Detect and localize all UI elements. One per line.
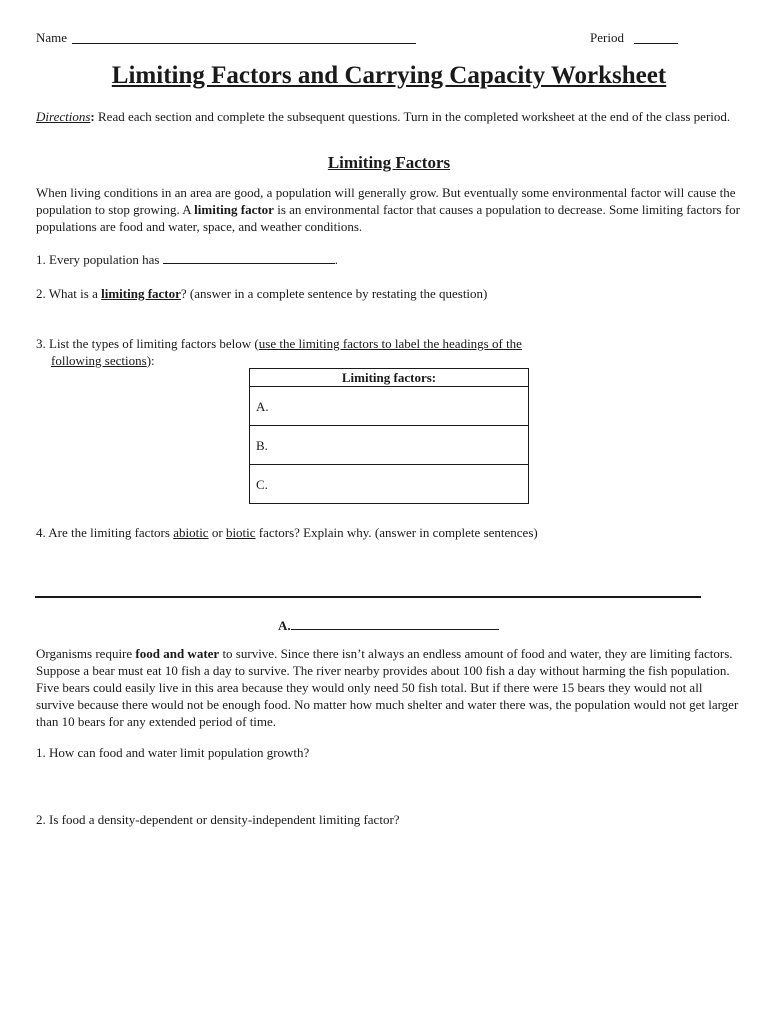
- table-row-c[interactable]: C.: [250, 465, 529, 504]
- name-blank[interactable]: [72, 31, 416, 44]
- section-heading: Limiting Factors: [327, 153, 451, 172]
- food-bold-term: food and water: [135, 646, 220, 661]
- q1-text: 1. Every population has: [36, 252, 163, 267]
- q3-text-2: ):: [146, 353, 155, 368]
- table-row-a[interactable]: A.: [250, 387, 529, 426]
- question-2: [36, 285, 741, 302]
- table-row-b[interactable]: B.: [250, 426, 529, 465]
- period-label: Period: [590, 30, 624, 45]
- section-a-heading: [278, 617, 499, 634]
- q2-text-2: ? (answer in a complete sentence by restating the question): [180, 286, 488, 301]
- header-row: [36, 29, 736, 47]
- intro-bold-term: limiting factor: [194, 202, 274, 217]
- directions: [36, 108, 741, 125]
- section-divider: [35, 596, 701, 598]
- period-blank[interactable]: [634, 31, 678, 44]
- q4-text-2: or: [208, 525, 226, 540]
- directions-colon: :: [90, 109, 95, 124]
- q3-text-1: 3. List the types of limiting factors below (: [36, 336, 259, 351]
- q3-underlined-1: use the limiting factors to label the headings of the: [258, 336, 522, 351]
- food-text-1: Organisms require: [36, 646, 136, 661]
- q2-term: limiting factor: [101, 286, 181, 301]
- worksheet-title: Limiting Factors and Carrying Capacity Worksheet: [111, 62, 667, 89]
- intro-text-2: is an environmental factor that causes a population to decrease. Some limiting factors for populations are food and water, space, and weather conditions.: [36, 202, 741, 234]
- section-a-blank[interactable]: [291, 617, 499, 630]
- directions-text: Read each section and complete the subsequent questions. Turn in the completed worksheet at the end of the class period.: [94, 109, 731, 124]
- question-3: [36, 335, 596, 369]
- intro-text-1: When living conditions in an area are good, a population will generally grow. But eventually some environmental factor will cause the population to stop growing. A: [36, 185, 736, 217]
- food-question-2: 2. Is food a density-dependent or density-independent limiting factor?: [36, 812, 400, 827]
- food-text-2: to survive. Since there isn’t always an endless amount of food and water, they are limiting factors. Suppose a bear must eat 10 fish a day to survive. The river nearby provides about 100 fish a day without harming the fish population. Five bears could easily live in this area because they would only need 50 fish total. But if there were 15 bears they would not all survive because there would not be enough food. No matter how much shelter and water there was, the population would not get larger than 10 bears for any extended period of time.: [36, 646, 739, 729]
- q1-answer-blank[interactable]: [163, 251, 335, 264]
- intro-paragraph: [36, 184, 741, 235]
- limiting-factors-table: [249, 368, 529, 504]
- q4-term-abiotic: abiotic: [173, 525, 209, 540]
- q4-term-biotic: biotic: [225, 525, 256, 540]
- food-water-paragraph: [36, 645, 741, 730]
- directions-label: Directions: [36, 109, 91, 124]
- table-header: Limiting factors:: [250, 369, 529, 387]
- food-question-1: 1. How can food and water limit population growth?: [36, 745, 310, 760]
- q4-text-3: factors? Explain why. (answer in complete sentences): [255, 525, 538, 540]
- q2-text-1: 2. What is a: [36, 286, 102, 301]
- question-1: [36, 251, 741, 268]
- q1-period: .: [334, 252, 338, 267]
- q3-underlined-2: following sections: [51, 353, 147, 368]
- section-a-label: A.: [278, 618, 291, 633]
- name-label: Name: [36, 30, 68, 45]
- q4-text-1: 4. Are the limiting factors: [36, 525, 174, 540]
- question-4: [36, 524, 741, 541]
